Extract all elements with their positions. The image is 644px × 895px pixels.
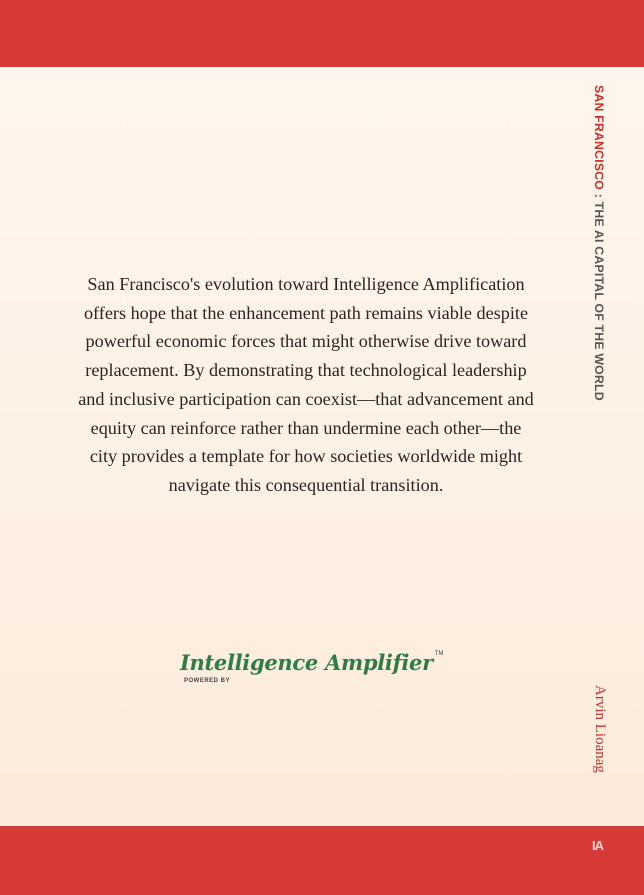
author-name: Arvin Lioanag [592, 685, 608, 773]
ia-mark: IA [592, 838, 603, 853]
body-paragraph: San Francisco's evolution toward Intelligence Amplification offers hope that the enhancement path remains viable despite powerful economic forces that might otherwise drive toward replacement. By demonstrating that technological leadership and inclusive participation can coexist—that advancement and equity can reinforce rather than undermine each other—the city provides a template for how societies worldwide might navigate this consequential transition. [78, 274, 534, 495]
logo-powered-by: POWERED BY [184, 678, 231, 684]
logo-row [180, 650, 444, 676]
title-location: SAN FRANCISCO : [592, 85, 606, 202]
title-subtitle: THE AI CAPITAL OF THE WORLD [592, 201, 606, 401]
intelligence-amplifier-logo [180, 650, 444, 685]
top-band [0, 0, 644, 67]
logo-trademark: TM [434, 651, 444, 657]
logo-name: Intelligence Amplifier [180, 650, 433, 675]
book-title [592, 85, 606, 401]
bottom-band [0, 826, 644, 895]
